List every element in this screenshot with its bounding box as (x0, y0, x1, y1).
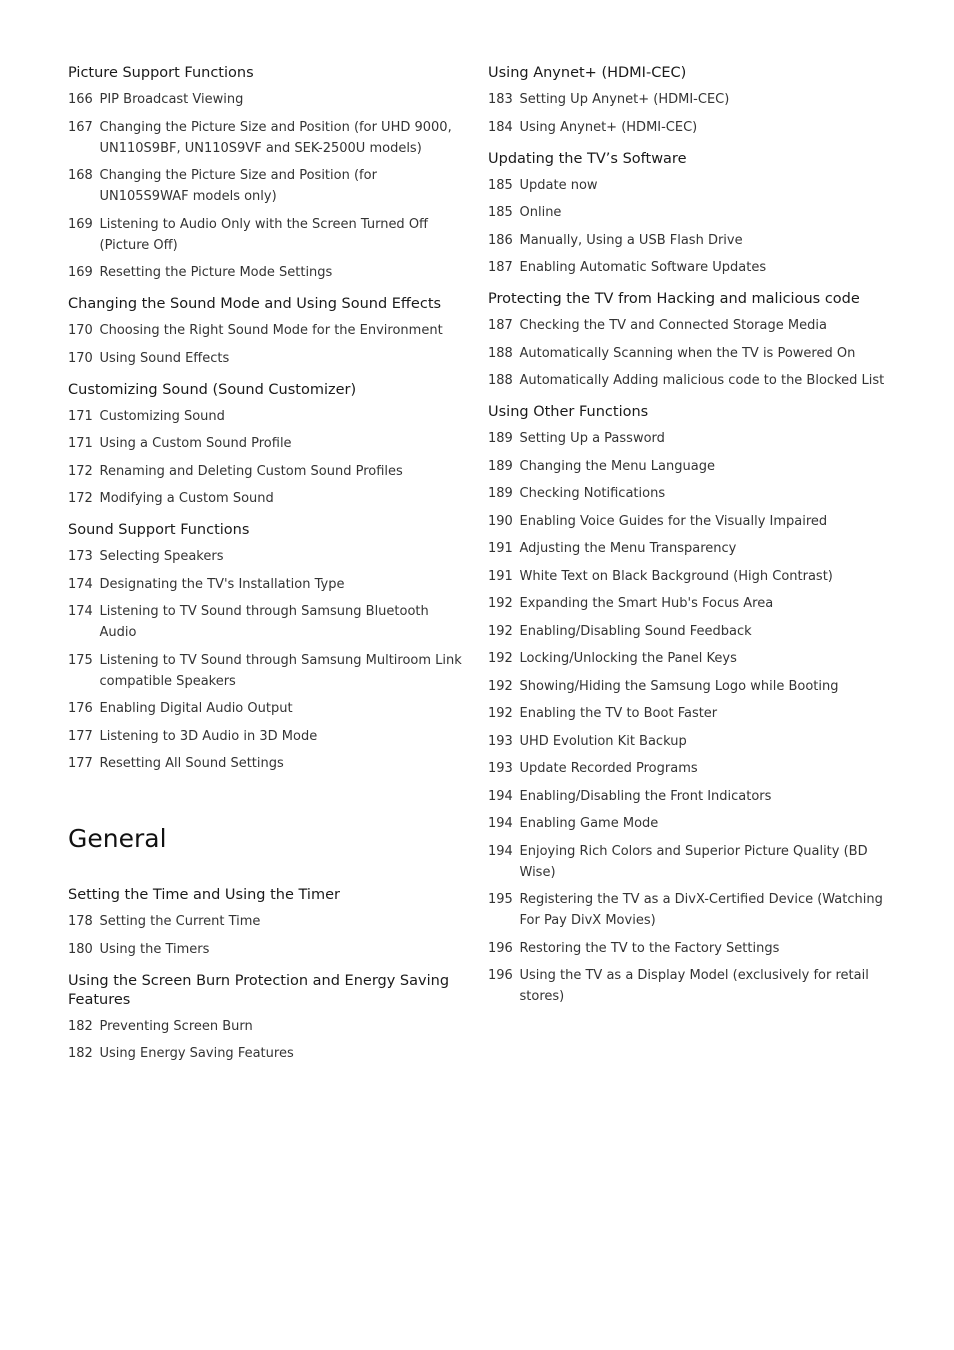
toc-entry-page-number: 196 (488, 968, 513, 983)
toc-entry-page-number: 180 (68, 941, 93, 957)
toc-entry-title: Setting Up a Password (519, 431, 665, 446)
toc-entry-page-number: 173 (68, 549, 93, 564)
toc-entry[interactable] (488, 175, 888, 196)
section-title[interactable]: Protecting the TV from Hacking and malicious code (488, 291, 860, 307)
toc-entry[interactable] (488, 511, 888, 532)
toc-entry-title: Customizing Sound (99, 408, 225, 424)
toc-section (488, 290, 888, 391)
toc-entry-page-number: 177 (68, 756, 93, 771)
toc-entry-page-number: 194 (488, 788, 513, 804)
section-title[interactable]: Using Other Functions (488, 404, 649, 420)
toc-entry-page-number: 171 (68, 436, 93, 451)
section-title[interactable]: Updating the TV’s Software (488, 150, 687, 167)
toc-section (68, 64, 468, 283)
toc-entry-title: Selecting Speakers (99, 549, 224, 564)
toc-entry[interactable] (68, 461, 468, 482)
toc-right-sections (488, 64, 888, 1007)
toc-entry[interactable] (488, 230, 888, 251)
toc-entry-title: Registering the TV as a DivX-Certified Device (Watching For Pay DivX Movies) (519, 892, 883, 928)
toc-section (488, 403, 888, 1007)
toc-entry-title: Using the Timers (99, 941, 210, 957)
toc-entry-title: Designating the TV's Installation Type (99, 576, 345, 592)
toc-entry-page-number: 196 (488, 940, 513, 956)
toc-entry-title: Listening to Audio Only with the Screen Turned Off (Picture Off) (99, 216, 429, 253)
toc-entry[interactable] (488, 566, 888, 587)
toc-entry-title: Checking the TV and Connected Storage Media (519, 318, 827, 333)
section-title[interactable]: Using the Screen Burn Protection and Energy Saving Features (68, 972, 450, 1008)
toc-entry[interactable] (68, 165, 468, 207)
toc-entry-page-number: 187 (488, 318, 513, 333)
toc-entry-page-number: 166 (68, 92, 93, 107)
toc-entry[interactable] (488, 889, 888, 931)
toc-entry[interactable] (488, 370, 888, 391)
toc-entry[interactable] (488, 965, 888, 1007)
toc-entry-title: Enabling/Disabling the Front Indicators (519, 788, 772, 804)
toc-entry[interactable] (68, 939, 468, 960)
toc-entry-page-number: 185 (488, 205, 513, 220)
toc-entry-page-number: 167 (68, 119, 93, 135)
chapter-title: General (68, 824, 167, 853)
toc-entry[interactable] (68, 698, 468, 719)
toc-entry[interactable] (488, 593, 888, 614)
toc-entry[interactable] (488, 483, 888, 504)
toc-entry-page-number: 182 (68, 1018, 93, 1034)
toc-entry-title: Changing the Picture Size and Position (for UN105S9WAF models only) (99, 168, 377, 204)
toc-entry[interactable] (488, 117, 888, 138)
toc-entry-title: White Text on Black Background (High Contrast) (519, 568, 833, 584)
toc-entry-page-number: 193 (488, 761, 513, 776)
toc-entry-page-number: 168 (68, 168, 93, 183)
toc-entry-title: Using the TV as a Display Model (exclusively for retail stores) (519, 968, 869, 1004)
toc-entry[interactable] (488, 456, 888, 477)
toc-entry-page-number: 187 (488, 260, 513, 275)
toc-entry-page-number: 169 (68, 216, 93, 232)
toc-entry[interactable] (68, 1016, 468, 1037)
toc-entry-title: Locking/Unlocking the Panel Keys (519, 651, 737, 666)
toc-entry-page-number: 178 (68, 914, 93, 929)
toc-entry-page-number: 170 (68, 350, 93, 366)
toc-entry[interactable] (68, 320, 468, 341)
toc-entry-page-number: 171 (68, 408, 93, 424)
toc-entry[interactable] (68, 601, 468, 643)
toc-entry[interactable] (68, 262, 468, 283)
toc-entry[interactable] (488, 621, 888, 642)
section-title[interactable]: Using Anynet+ (HDMI-CEC) (488, 65, 687, 81)
toc-right-column (488, 64, 888, 1019)
toc-entry-title: Setting the Current Time (99, 914, 261, 929)
toc-entry-page-number: 195 (488, 892, 513, 907)
toc-entry-title: Changing the Picture Size and Position (for UHD 9000, UN110S9BF, UN110S9VF and SEK-2500U models) (99, 119, 452, 156)
toc-entry-page-number: 185 (488, 177, 513, 193)
toc-entry[interactable] (68, 1043, 468, 1064)
toc-entry-page-number: 175 (68, 652, 93, 668)
toc-entry-title: Update now (519, 177, 598, 193)
toc-entry[interactable] (68, 348, 468, 369)
toc-entry-title: Using Sound Effects (99, 350, 230, 366)
toc-entry-page-number: 172 (68, 491, 93, 506)
toc-entry-page-number: 192 (488, 623, 513, 639)
toc-entry-page-number: 186 (488, 232, 513, 248)
toc-entry-page-number: 188 (488, 373, 513, 388)
toc-entry-title: Using a Custom Sound Profile (99, 436, 292, 451)
toc-entry-page-number: 192 (488, 706, 513, 721)
toc-entry-page-number: 189 (488, 431, 513, 446)
toc-entry-page-number: 189 (488, 486, 513, 501)
toc-entry-title: Automatically Adding malicious code to the Blocked List (519, 373, 885, 388)
toc-entry[interactable] (68, 753, 468, 774)
toc-entry[interactable] (488, 343, 888, 364)
toc-entry-page-number: 182 (68, 1046, 93, 1061)
toc-entry[interactable] (68, 574, 468, 595)
toc-entry[interactable] (488, 315, 888, 336)
section-title[interactable]: Setting the Time and Using the Timer (68, 887, 340, 903)
toc-entry-title: UHD Evolution Kit Backup (519, 733, 687, 749)
section-title[interactable]: Customizing Sound (Sound Customizer) (68, 381, 357, 398)
toc-entry-page-number: 189 (488, 458, 513, 474)
toc-entry-title: Resetting All Sound Settings (99, 756, 284, 771)
toc-section (68, 972, 468, 1065)
toc-entry-title: Expanding the Smart Hub's Focus Area (519, 596, 774, 611)
toc-entry-title: Listening to TV Sound through Samsung Multiroom Link compatible Speakers (99, 652, 462, 689)
toc-entry-title: Setting Up Anynet+ (HDMI-CEC) (519, 92, 730, 107)
toc-entry-page-number: 190 (488, 513, 513, 529)
toc-entry[interactable] (68, 546, 468, 567)
toc-section (488, 64, 888, 138)
toc-entry-page-number: 188 (488, 345, 513, 361)
toc-entry[interactable] (488, 257, 888, 278)
toc-entry[interactable] (68, 433, 468, 454)
section-title[interactable]: Sound Support Functions (68, 522, 250, 538)
toc-entry-page-number: 183 (488, 92, 513, 107)
toc-entry[interactable] (488, 731, 888, 752)
toc-entry-title: Enabling/Disabling Sound Feedback (519, 623, 752, 639)
toc-entry-title: Listening to 3D Audio in 3D Mode (99, 728, 318, 744)
toc-entry-title: Preventing Screen Burn (99, 1018, 253, 1034)
toc-entry-title: Manually, Using a USB Flash Drive (519, 232, 743, 248)
toc-entry-page-number: 192 (488, 651, 513, 666)
toc-entry[interactable] (488, 648, 888, 669)
toc-entry-title: Update Recorded Programs (519, 761, 698, 776)
toc-entry-page-number: 193 (488, 733, 513, 749)
toc-entry-page-number: 174 (68, 604, 93, 619)
toc-entry[interactable] (488, 813, 888, 834)
toc-entry[interactable] (488, 202, 888, 223)
toc-entry[interactable] (68, 406, 468, 427)
toc-entry-title: Automatically Scanning when the TV is Powered On (519, 345, 856, 361)
toc-entry[interactable] (488, 758, 888, 779)
toc-entry-title: Using Anynet+ (HDMI-CEC) (519, 119, 698, 135)
toc-entry-title: Choosing the Right Sound Mode for the Environment (99, 323, 443, 338)
section-title[interactable]: Picture Support Functions (68, 65, 254, 81)
toc-entry[interactable] (488, 703, 888, 724)
toc-entry[interactable] (488, 938, 888, 959)
toc-section (488, 150, 888, 279)
toc-left-top-sections (68, 64, 468, 774)
toc-entry-title: Enjoying Rich Colors and Superior Picture Quality (BD Wise) (519, 843, 868, 880)
toc-entry-title: Listening to TV Sound through Samsung Bluetooth Audio (99, 604, 429, 640)
toc-entry-title: Restoring the TV to the Factory Settings (519, 940, 780, 956)
toc-entry-title: Renaming and Deleting Custom Sound Profiles (99, 463, 403, 479)
toc-left-column (68, 64, 468, 1076)
toc-entry-page-number: 169 (68, 265, 93, 280)
toc-section (68, 295, 468, 369)
toc-entry-page-number: 184 (488, 119, 513, 135)
toc-entry-page-number: 191 (488, 541, 513, 556)
toc-entry-title: Using Energy Saving Features (99, 1046, 294, 1061)
toc-section (68, 521, 468, 774)
toc-entry[interactable] (488, 676, 888, 697)
toc-entry-title: Checking Notifications (519, 486, 666, 501)
toc-left-bottom-sections (68, 886, 468, 1064)
toc-entry-title: Enabling Game Mode (519, 816, 659, 831)
toc-entry-page-number: 177 (68, 728, 93, 744)
toc-entry[interactable] (68, 726, 468, 747)
toc-entry-page-number: 172 (68, 463, 93, 479)
toc-entry[interactable] (488, 538, 888, 559)
toc-entry[interactable] (488, 428, 888, 449)
toc-entry[interactable] (68, 911, 468, 932)
toc-entry-page-number: 170 (68, 323, 93, 338)
toc-entry-title: Enabling Voice Guides for the Visually Impaired (519, 513, 828, 529)
toc-entry-title: Resetting the Picture Mode Settings (99, 265, 333, 280)
toc-entry-page-number: 174 (68, 576, 93, 592)
toc-entry-title: Enabling Digital Audio Output (99, 701, 293, 716)
toc-entry[interactable] (68, 214, 468, 256)
toc-entry-title: Adjusting the Menu Transparency (519, 541, 737, 556)
toc-entry-title: Online (519, 205, 562, 220)
toc-entry-title: Enabling the TV to Boot Faster (519, 706, 718, 721)
toc-entry-page-number: 192 (488, 596, 513, 611)
toc-entry-title: Showing/Hiding the Samsung Logo while Booting (519, 678, 839, 694)
toc-entry[interactable] (68, 117, 468, 159)
toc-entry[interactable] (68, 89, 468, 110)
section-title[interactable]: Changing the Sound Mode and Using Sound Effects (68, 296, 442, 312)
toc-entry-page-number: 191 (488, 568, 513, 584)
toc-entry-page-number: 192 (488, 678, 513, 694)
toc-entry[interactable] (488, 786, 888, 807)
toc-entry-page-number: 176 (68, 701, 93, 716)
toc-entry-title: PIP Broadcast Viewing (99, 92, 244, 107)
toc-entry-title: Changing the Menu Language (519, 458, 715, 474)
toc-section (68, 886, 468, 960)
toc-entry[interactable] (488, 841, 888, 883)
toc-entry-title: Modifying a Custom Sound (99, 491, 274, 506)
toc-entry-title: Enabling Automatic Software Updates (519, 260, 767, 275)
toc-entry[interactable] (68, 650, 468, 692)
toc-entry-page-number: 194 (488, 843, 513, 859)
toc-entry[interactable] (68, 488, 468, 509)
toc-section (68, 381, 468, 510)
toc-entry-page-number: 194 (488, 816, 513, 831)
toc-entry[interactable] (488, 89, 888, 110)
